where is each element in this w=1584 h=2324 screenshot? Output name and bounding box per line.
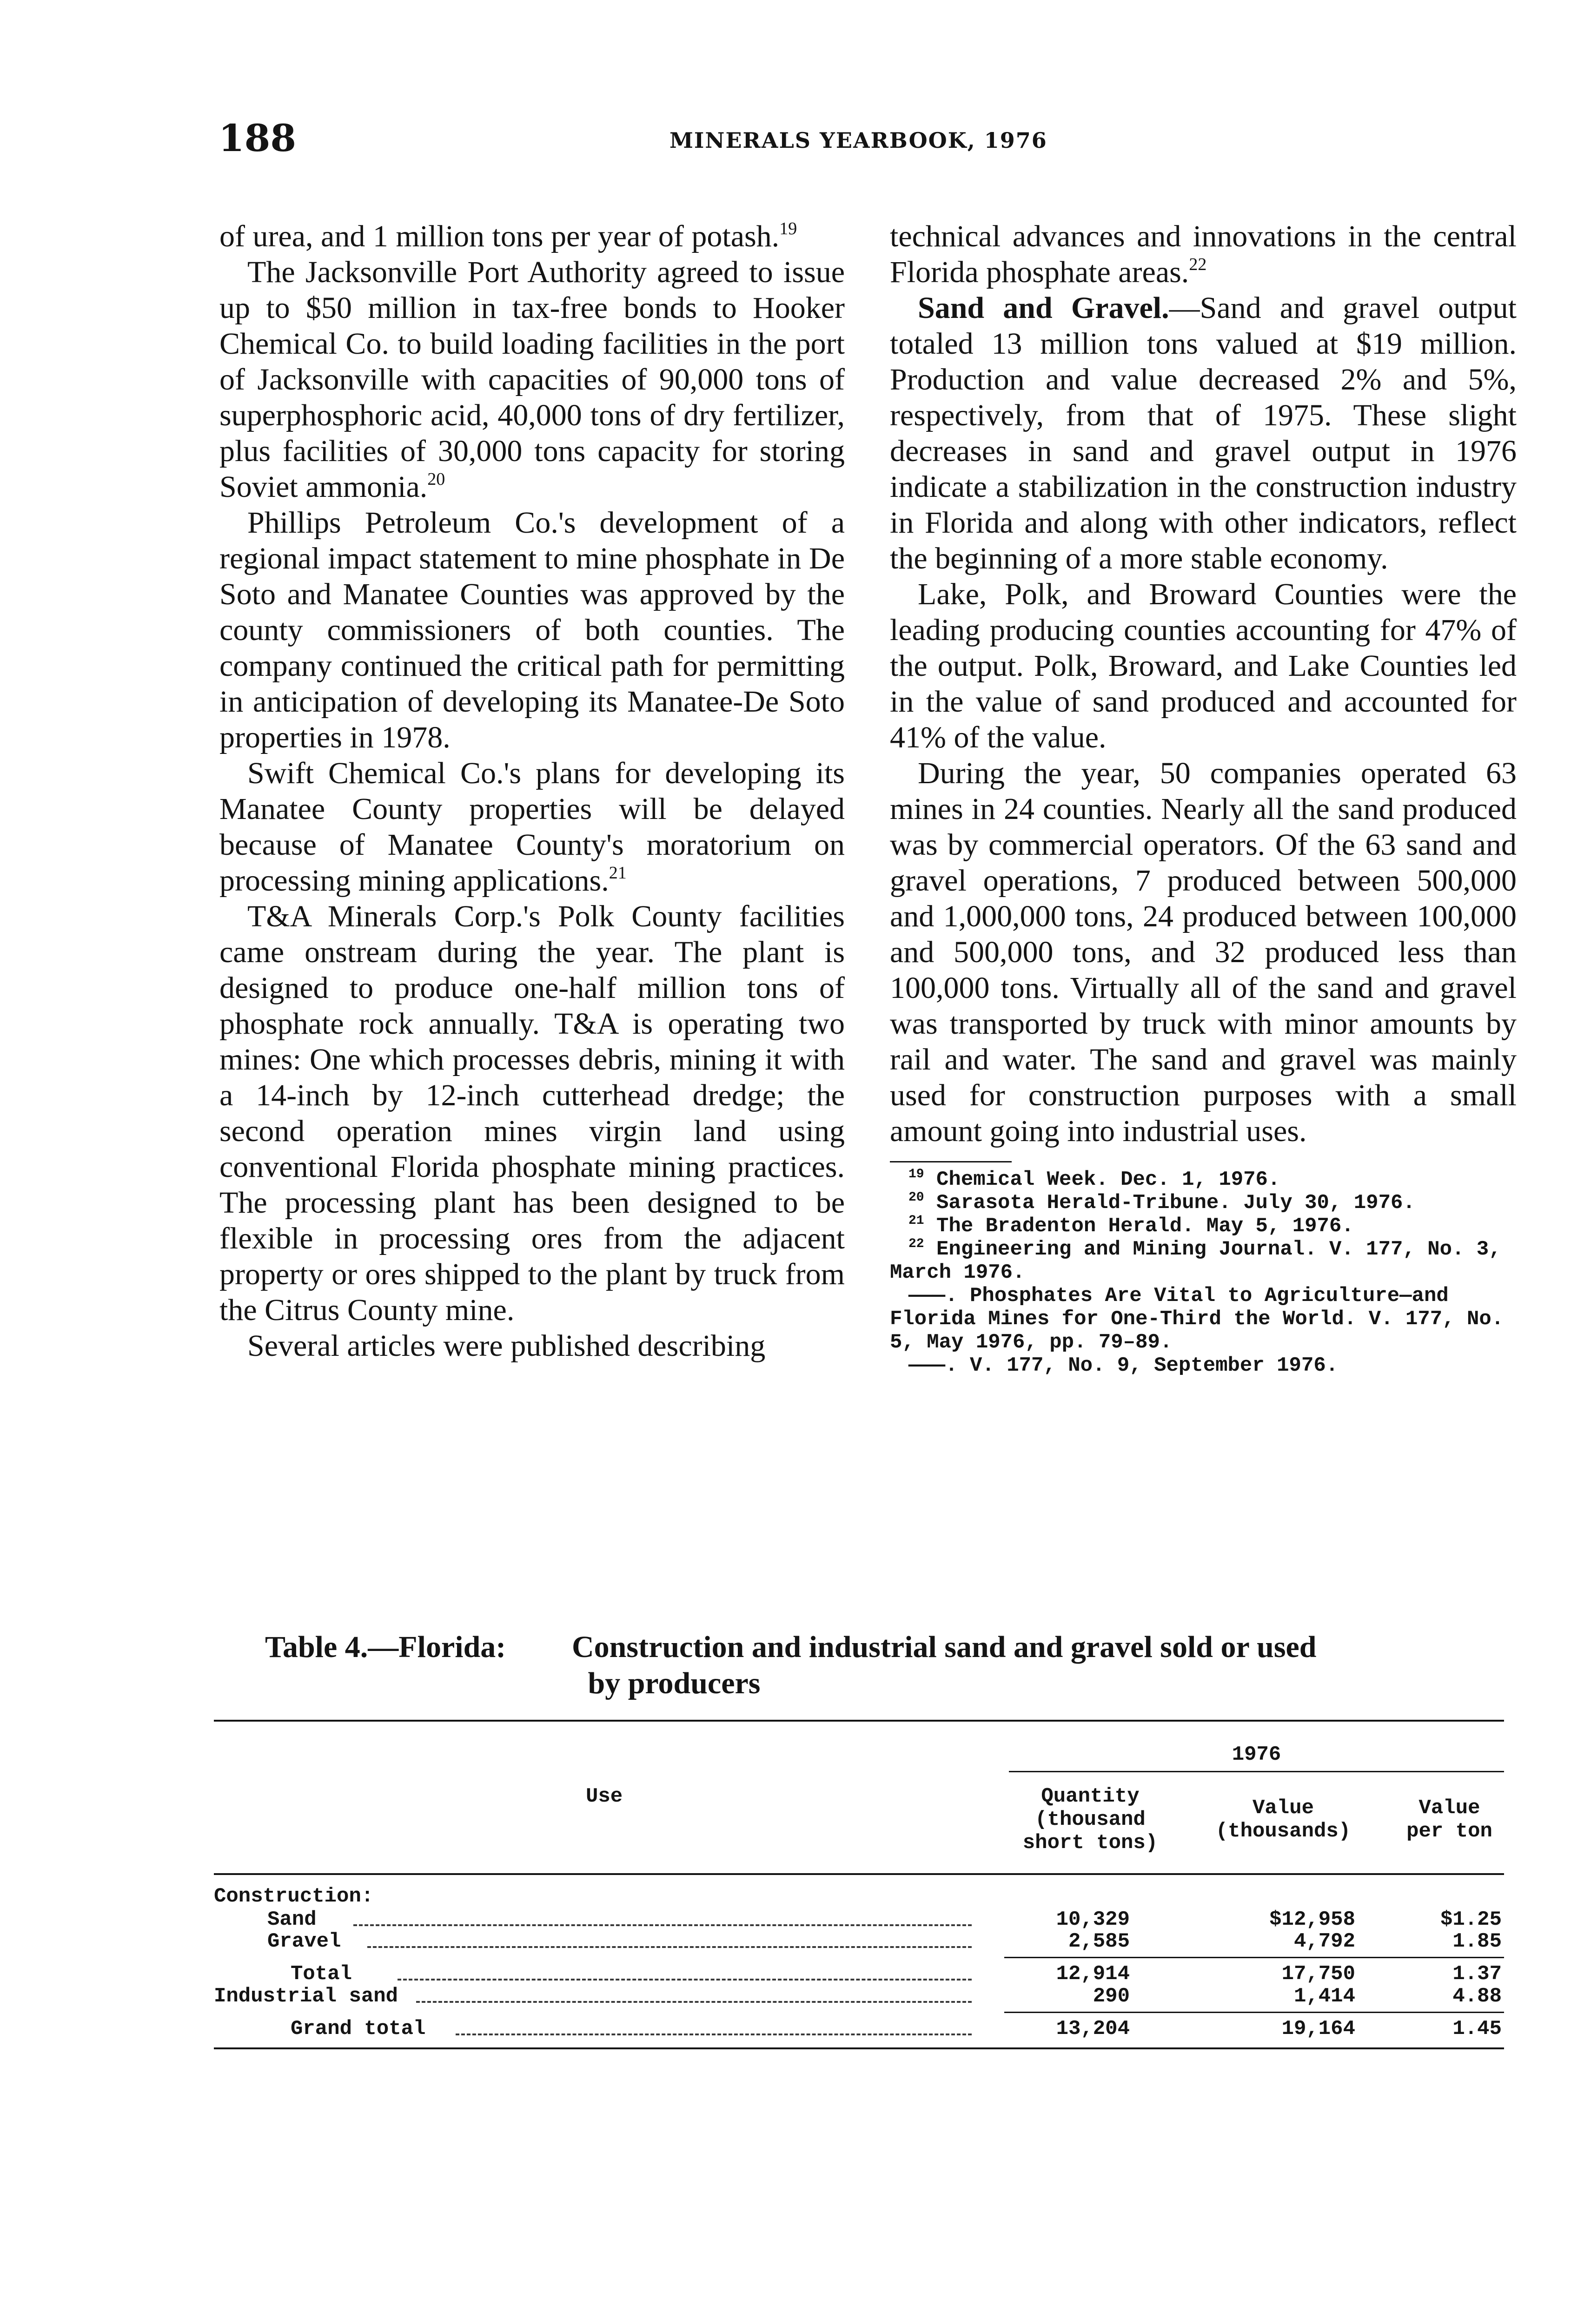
footnote-ref: 21 <box>609 863 627 883</box>
cell-value: 17,750 <box>1281 1962 1355 1986</box>
right-column <box>890 218 1517 1377</box>
footnotes <box>890 1168 1517 1377</box>
footnote-ref: 19 <box>779 219 797 238</box>
leader-dots <box>367 1946 972 1948</box>
cell-per-ton: 1.45 <box>1452 2017 1502 2040</box>
cell-value: 19,164 <box>1281 2017 1355 2040</box>
cell-quantity: 10,329 <box>1056 1908 1130 1931</box>
footnote-rule <box>890 1161 1012 1162</box>
row-label: Grand total <box>291 2017 426 2040</box>
section-heading: Sand and Gravel. <box>918 291 1169 325</box>
table-title-line: by producers <box>588 1666 761 1700</box>
col-header-value-per-ton: Value per ton <box>1406 1796 1492 1843</box>
cell-per-ton: 1.37 <box>1452 1962 1502 1986</box>
cell-quantity: 13,204 <box>1056 2017 1130 2040</box>
page-number: 188 <box>219 116 296 160</box>
cell-quantity: 12,914 <box>1056 1962 1130 1986</box>
leader-dots <box>416 2001 972 2003</box>
right-paragraph: Sand and Gravel.—Sand and gravel output totaled 13 million tons valued at $19 million. Production and value decreased 2% and 5%, respectively, from that of 1975. These slight decreases in sand and gravel output in 1976 indicate a stabilization in the construction industry in Florida and along with other indicators, reflect the beginning of a more stable economy. <box>890 291 1517 575</box>
row-label: Gravel <box>267 1930 341 1953</box>
right-paragraph: technical advances and innovations in the central Florida phosphate areas.$^{22}$ <box>890 219 1517 289</box>
cell-value: $12,958 <box>1269 1908 1355 1931</box>
footnote: $^{19}$ Chemical Week. Dec. 1, 1976. <box>908 1167 1280 1191</box>
footnote: $^{22}$ Engineering and Mining Journal. V. 177, No. 3, March 1976. <box>890 1237 1501 1284</box>
right-paragraph: Lake, Polk, and Broward Counties were the leading producing counties accounting for 47% of the output. Polk, Broward, and Lake Counties led in the value of sand produced and accounted for 41% of the value. <box>890 577 1517 754</box>
group-label: Construction: <box>214 1885 374 1908</box>
row-label: Sand <box>267 1908 317 1931</box>
left-column <box>219 218 845 1364</box>
cell-value: 1,414 <box>1293 1985 1355 2008</box>
footnote: $^{20}$ Sarasota Herald-Tribune. July 30, 1976. <box>908 1190 1415 1215</box>
left-paragraph: T&A Minerals Corp.'s Polk County facilities came onstream during the year. The plant is designed to produce one-half million tons of phosphate rock annually. T&A is operating two mines: One which processes debris, mining it with a 14-inch by 12-inch cutterhead dredge; the second operation mines virgin land using conventional Florida phosphate mining practices. The processing plant has been designed to be flexible in processing ores from the adjacent property or ores shipped to the plant by truck from the Citrus County mine. <box>219 899 845 1327</box>
table-label: Table 4.—Florida: <box>265 1630 506 1664</box>
leader-dots <box>353 1924 972 1926</box>
left-paragraph: Swift Chemical Co.'s plans for developing its Manatee County properties will be delayed because of Manatee County's moratorium on processing mining applications.$^{21}$ <box>219 756 845 898</box>
right-paragraph: During the year, 50 companies operated 63 mines in 24 counties. Nearly all the sand produced was by commercial operators. Of the 63 sand and gravel operations, 7 produced between 500,000 and 1,000,000 tons, 24 produced between 100,000 and 500,000 tons, and 32 produced less than 100,000 tons. Virtually all of the sand and gravel was transported by truck with minor amounts by rail and water. The sand and gravel was mainly used for construction purposes with a small amount going into industrial uses. <box>890 756 1517 1148</box>
left-paragraph: of urea, and 1 million tons per year of potash.$^{19}$ <box>219 219 797 253</box>
left-paragraph: The Jacksonville Port Authority agreed to issue up to $50 million in tax-free bonds to Hooker Chemical Co. to build loading facilities in the port of Jacksonville with capacities of 90,000 tons of superphosphoric acid, 40,000 tons of dry fertilizer, plus facilities of 30,000 tons capacity for storing Soviet ammonia.$^{20}$ <box>219 255 845 504</box>
table-bottom-rule <box>214 2047 1504 2049</box>
footnote: ———. V. 177, No. 9, September 1976. <box>908 1354 1339 1377</box>
cell-value: 4,792 <box>1293 1930 1355 1953</box>
footnote: ———. Phosphates Are Vital to Agriculture—and Florida Mines for One-Third the World. V. 177, No. 5, May 1976, pp. 79–89. <box>890 1284 1504 1354</box>
col-header-use: Use <box>586 1785 623 1808</box>
year-header: 1976 <box>1232 1743 1281 1766</box>
left-paragraph: Several articles were published describing <box>247 1329 766 1363</box>
table-title-line: Construction and industrial sand and gravel sold or used <box>572 1630 1317 1664</box>
cell-quantity: 2,585 <box>1068 1930 1130 1953</box>
cell-per-ton: 1.85 <box>1452 1930 1502 1953</box>
table-top-rule <box>214 1720 1504 1722</box>
year-rule <box>1009 1771 1504 1772</box>
row-label: Industrial sand <box>214 1985 398 2008</box>
col-header-value: Value (thousands) <box>1215 1796 1351 1843</box>
row-label: Total <box>291 1962 352 1986</box>
footnote: $^{21}$ The Bradenton Herald. May 5, 1976. <box>908 1214 1354 1238</box>
col-header-quantity: Quantity (thousand short tons) <box>1022 1785 1158 1855</box>
grand-total-rule <box>1004 2012 1504 2013</box>
leader-dots <box>398 1979 972 1981</box>
cell-per-ton: $1.25 <box>1440 1908 1502 1931</box>
running-title: MINERALS YEARBOOK, 1976 <box>669 128 1047 153</box>
footnote-ref: 22 <box>1189 255 1207 274</box>
footnote-ref: 20 <box>427 469 445 489</box>
left-paragraph: Phillips Petroleum Co.'s development of a regional impact statement to mine phosphate in De Soto and Manatee Counties was approved by the county commissioners of both counties. The company continued the critical path for permitting in anticipation of developing its Manatee-De Soto properties in 1978. <box>219 506 845 754</box>
subtotal-rule <box>1004 1957 1504 1958</box>
cell-per-ton: 4.88 <box>1452 1985 1502 2008</box>
data-table <box>214 1720 1504 2068</box>
header-bottom-rule <box>214 1873 1504 1875</box>
leader-dots <box>456 2034 972 2035</box>
cell-quantity: 290 <box>1093 1985 1130 2008</box>
